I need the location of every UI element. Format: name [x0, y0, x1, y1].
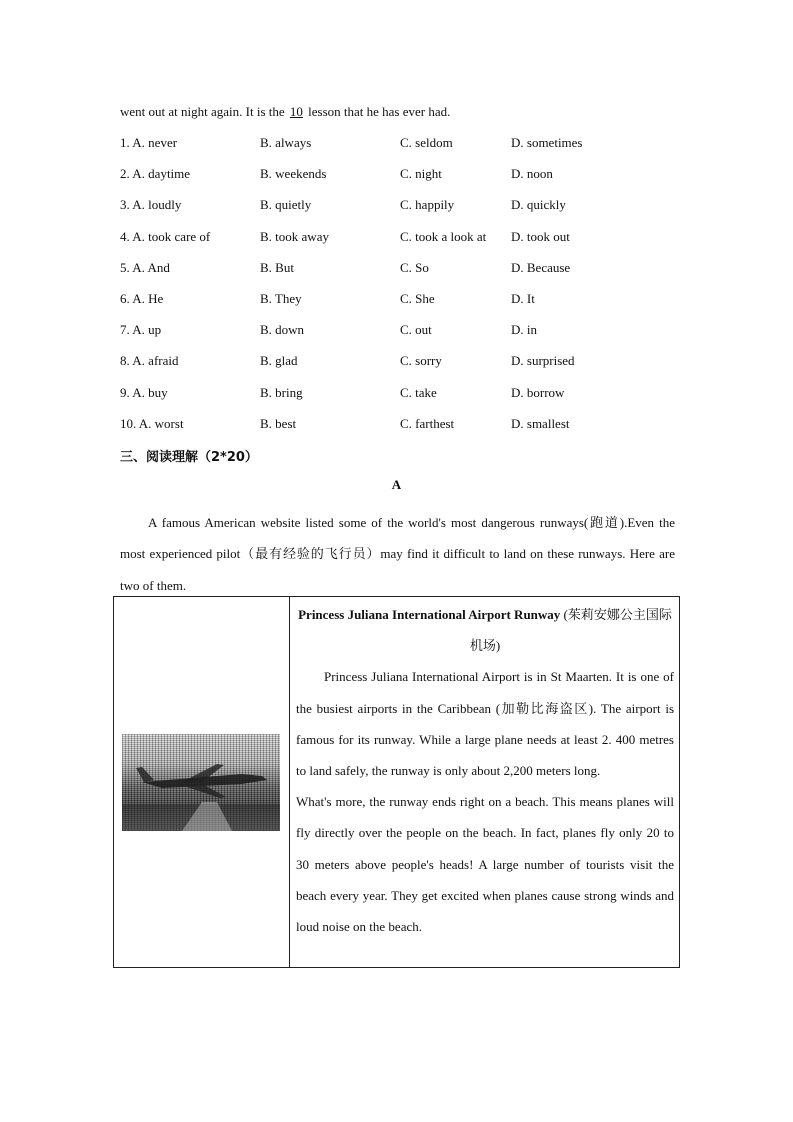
- option-choice: C. She: [400, 290, 435, 306]
- option-choice: B. weekends: [260, 166, 327, 182]
- airport-title-cn: (茱莉安娜公主国际机场): [469, 607, 672, 654]
- option-choice: B. They: [260, 290, 302, 306]
- option-row: [120, 320, 680, 351]
- description-cell: [290, 597, 679, 967]
- cloze-last-line: [120, 104, 450, 120]
- option-choice: D. surprised: [511, 353, 575, 369]
- passage-intro: [120, 507, 675, 601]
- cloze-blank-10: 10: [289, 104, 303, 119]
- option-choice: 4. A. took care of: [120, 228, 211, 244]
- intro-paragraph: A famous American website listed some of the world's most dangerous runways(跑道).Even the most experienced pilot（最有经验的飞行员）may find it difficult to land on these runways. Here are two of them.: [120, 515, 675, 593]
- option-choice: B. took away: [260, 228, 329, 244]
- answer-options: [120, 133, 680, 445]
- option-choice: C. So: [400, 259, 429, 275]
- cloze-text-before: went out at night again. It is the: [120, 104, 288, 119]
- airport-title-en: Princess Juliana International Airport Runway: [298, 607, 561, 622]
- option-choice: B. glad: [260, 353, 298, 369]
- option-choice: C. night: [400, 166, 442, 182]
- option-choice: C. out: [400, 322, 432, 338]
- option-choice: D. sometimes: [511, 135, 583, 150]
- airplane-silhouette-icon: [122, 734, 280, 831]
- option-choice: 10. A. worst: [120, 415, 184, 431]
- option-choice: B. quietly: [260, 197, 312, 213]
- option-choice: C. sorry: [400, 353, 442, 369]
- option-choice: 9. A. buy: [120, 384, 168, 400]
- option-choice: 7. A. up: [120, 322, 162, 338]
- option-choice: C. seldom: [400, 135, 453, 150]
- option-choice: B. bring: [260, 384, 303, 400]
- option-choice: 1. A. never: [120, 135, 178, 150]
- option-choice: D. smallest: [511, 415, 570, 431]
- option-choice: C. happily: [400, 197, 455, 213]
- option-row: [120, 289, 680, 320]
- option-choice: 6. A. He: [120, 290, 164, 306]
- option-choice: B. down: [260, 322, 305, 338]
- option-choice: D. took out: [511, 228, 570, 244]
- option-row: [120, 414, 680, 445]
- option-choice: D. Because: [511, 259, 571, 275]
- option-choice: 8. A. afraid: [120, 353, 179, 369]
- airport-table: [113, 596, 680, 968]
- airplane-photo: [122, 734, 280, 831]
- option-row: [120, 227, 680, 258]
- airport-paragraph-2: What's more, the runway ends right on a beach. This means planes will fly directly over the people on the beach. In fact, planes fly only 20 to 30 meters above people's heads! A large number of tourists visit the beach every year. They get excited when planes cause strong winds and loud noise on the beach.: [296, 794, 674, 935]
- option-row: [120, 195, 680, 226]
- option-choice: C. took a look at: [400, 228, 487, 244]
- airport-title: [296, 599, 674, 661]
- option-choice: 2. A. daytime: [120, 166, 191, 182]
- option-row: [120, 133, 680, 164]
- airport-paragraph-1: Princess Juliana International Airport is in St Maarten. It is one of the busiest airports in the Caribbean (加勒比海盗区). The airport is famous for its runway. While a large plane needs at least 2. 400 metres to land safely, the runway is only about 2,200 meters long.: [296, 669, 674, 779]
- image-cell: [114, 597, 290, 967]
- option-choice: C. take: [400, 384, 437, 400]
- option-choice: D. borrow: [511, 384, 565, 400]
- option-choice: 5. A. And: [120, 259, 170, 275]
- option-choice: D. It: [511, 290, 535, 306]
- section-title: 三、阅读理解（2*20）: [120, 450, 258, 465]
- option-choice: C. farthest: [400, 415, 455, 431]
- option-row: [120, 258, 680, 289]
- option-row: [120, 164, 680, 195]
- option-choice: B. But: [260, 259, 294, 275]
- option-choice: D. quickly: [511, 197, 566, 213]
- option-choice: B. best: [260, 415, 297, 431]
- cloze-text-after: lesson that he has ever had.: [304, 104, 451, 119]
- passage-label: A: [391, 477, 402, 492]
- option-choice: B. always: [260, 135, 312, 150]
- option-row: [120, 351, 680, 382]
- option-choice: D. in: [511, 322, 537, 338]
- option-choice: 3. A. loudly: [120, 197, 182, 213]
- option-row: [120, 383, 680, 414]
- option-choice: D. noon: [511, 166, 553, 182]
